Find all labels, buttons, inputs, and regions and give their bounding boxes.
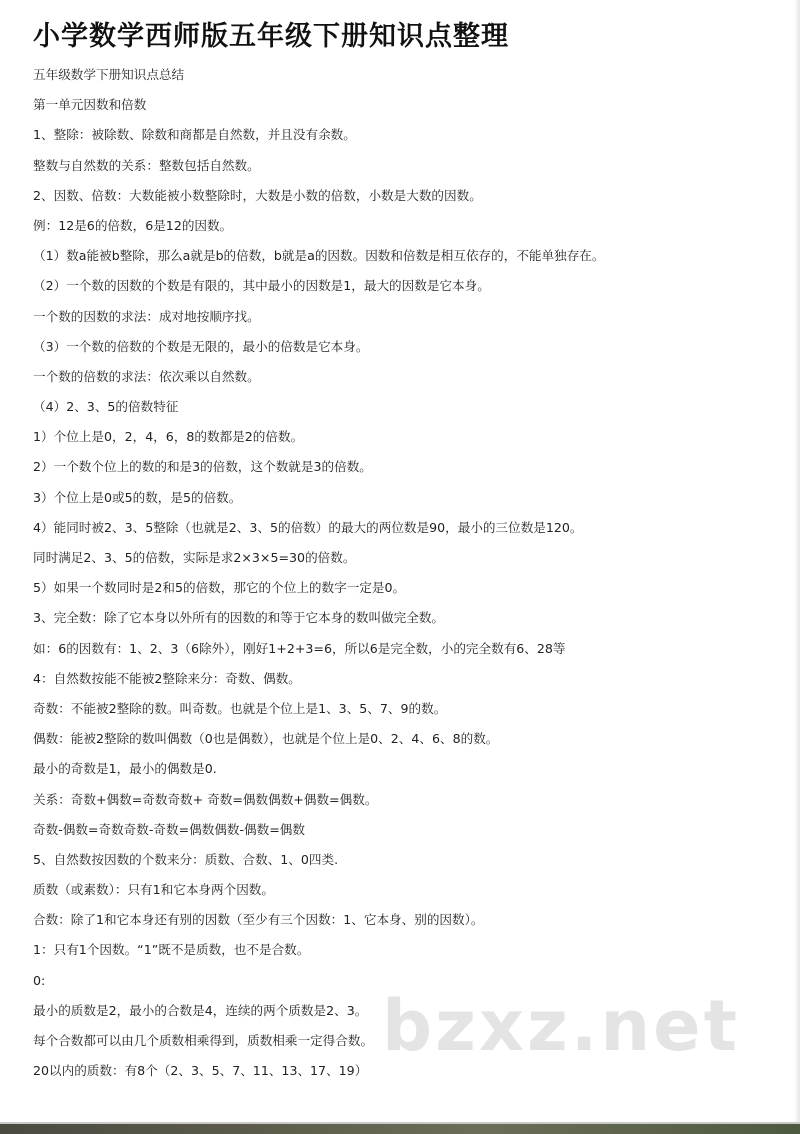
text-line: 4：自然数按能不能被2整除来分：奇数、偶数。 xyxy=(33,670,301,686)
text-line: 0: xyxy=(33,972,46,988)
text-line: （1）数a能被b整除，那么a就是b的倍数，b就是a的因数。因数和倍数是相互依存的，不能单独存在。 xyxy=(33,248,605,264)
text-line: 1：只有1个因数。“1”既不是质数，也不是合数。 xyxy=(33,942,310,958)
text-line: 5）如果一个数同时是2和5的倍数，那它的个位上的数字一定是0。 xyxy=(33,580,406,596)
text-line: （4）2、3、5的倍数特征 xyxy=(33,399,179,415)
text-line: 五年级数学下册知识点总结 xyxy=(33,67,185,82)
text-line: 第一单元因数和倍数 xyxy=(33,97,147,113)
watermark: bzxz.net xyxy=(382,985,741,1067)
page-title: 小学数学西师版五年级下册知识点整理 xyxy=(33,21,509,52)
text-line: 2）一个数个位上的数的和是3的倍数，这个数就是3的倍数。 xyxy=(33,459,372,475)
text-line: 4）能同时被2、3、5整除（也就是2、3、5的倍数）的最大的两位数是90，最小的三位数是120。 xyxy=(33,519,583,535)
document-body xyxy=(33,66,773,1092)
text-line: 奇数-偶数=奇数奇数-奇数=偶数偶数-偶数=偶数 xyxy=(33,821,305,837)
text-line: 如：6的因数有：1、2、3（6除外），刚好1+2+3=6，所以6是完全数，小的完全数有6、28等 xyxy=(33,640,566,656)
text-line: 例：12是6的倍数，6是12的因数。 xyxy=(33,217,233,233)
text-line: 同时满足2、3、5的倍数，实际是求2×3×5=30的倍数。 xyxy=(33,550,356,565)
text-line: 3）个位上是0或5的数，是5的倍数。 xyxy=(33,489,242,505)
text-line: 1）个位上是0，2，4，6，8的数都是2的倍数。 xyxy=(33,429,304,445)
text-line: 关系：奇数+偶数=奇数奇数+ 奇数=偶数偶数+偶数=偶数。 xyxy=(33,791,378,807)
text-line: 偶数：能被2整除的数叫偶数（0也是偶数），也就是个位上是0、2、4、6、8的数。 xyxy=(33,731,499,747)
text-line: 一个数的倍数的求法：依次乘以自然数。 xyxy=(33,368,260,384)
text-line: 质数（或素数）：只有1和它本身两个因数。 xyxy=(33,882,274,898)
text-line: 5、自然数按因数的个数来分：质数、合数、1、0四类. xyxy=(33,851,339,867)
text-line: 20以内的质数：有8个（2、3、5、7、11、13、17、19） xyxy=(33,1063,368,1079)
text-line: 最小的奇数是1，最小的偶数是0. xyxy=(33,761,217,777)
text-line: 最小的质数是2，最小的合数是4，连续的两个质数是2、3。 xyxy=(33,1002,368,1018)
text-line: （3）一个数的倍数的个数是无限的，最小的倍数是它本身。 xyxy=(33,338,369,354)
text-line: 整数与自然数的关系：整数包括自然数。 xyxy=(33,157,260,173)
text-line: 每个合数都可以由几个质数相乘得到，质数相乘一定得合数。 xyxy=(33,1033,374,1048)
text-line: 合数：除了1和它本身还有别的因数（至少有三个因数：1、它本身、别的因数）。 xyxy=(33,912,484,928)
text-line: 2、因数、倍数：大数能被小数整除时，大数是小数的倍数，小数是大数的因数。 xyxy=(33,187,482,203)
page-edge-shadow xyxy=(794,0,800,1134)
text-line: （2）一个数的因数的个数是有限的，其中最小的因数是1，最大的因数是它本身。 xyxy=(33,278,490,294)
text-line: 3、完全数：除了它本身以外所有的因数的和等于它本身的数叫做完全数。 xyxy=(33,610,445,626)
text-line: 一个数的因数的求法：成对地按顺序找。 xyxy=(33,308,260,324)
background-photo-strip xyxy=(0,1124,800,1134)
text-line: 奇数：不能被2整除的数。叫奇数。也就是个位上是1、3、5、7、9的数。 xyxy=(33,700,447,716)
text-line: 1、整除：被除数、除数和商都是自然数，并且没有余数。 xyxy=(33,127,356,143)
